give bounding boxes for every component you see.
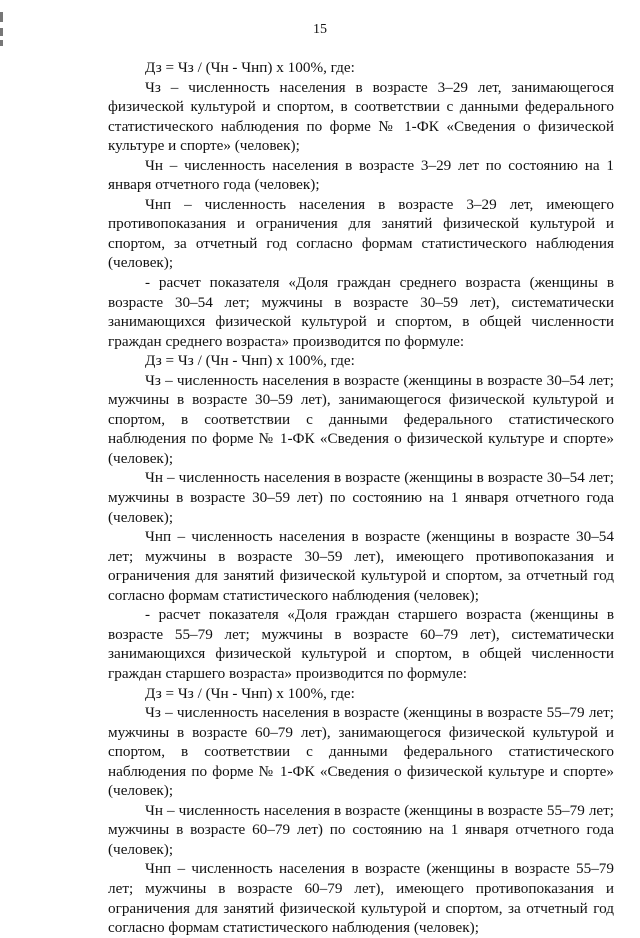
calculation-intro-paragraph: - расчет показателя «Доля граждан среднего возраста (женщины в возрасте 30–54 лет; мужчины в возрасте 30–59 лет), систематически занимающихся физической культурой и спортом, в общей численности граждан среднего возраста» производится по формуле:	[108, 274, 614, 350]
document-body	[108, 58, 614, 938]
definition-paragraph: Чнп – численность населения в возрасте (женщины в возрасте 55–79 лет; мужчины в возрасте 60–79 лет), имеющего противопоказания и ограничения для занятий физической культурой и спортом, за отчетный год согласно формам статистического наблюдения (человек);	[108, 860, 614, 937]
definition-paragraph: Чн – численность населения в возрасте (женщины в возрасте 55–79 лет; мужчины в возрасте 60–79 лет) по состоянию на 1 января отчетного года (человек);	[108, 801, 614, 858]
definition-paragraph: Чз – численность населения в возрасте (женщины в возрасте 55–79 лет; мужчины в возрасте 60–79 лет), занимающегося физической культурой и спортом, в соответствии с данными федерального статистического наблюдения по форме № 1-ФК «Сведения о физической культуре и спорте» (человек);	[108, 704, 614, 800]
formula-paragraph: Дз = Чз / (Чн - Чнп) х 100%, где:	[145, 59, 355, 76]
definition-paragraph: Чнп – численность населения в возрасте (женщины в возрасте 30–54 лет; мужчины в возрасте 30–59 лет), имеющего противопоказания и ограничения для занятий физической культурой и спортом, за отчетный год согласно формам статистического наблюдения (человек);	[108, 528, 614, 604]
definition-paragraph: Чн – численность населения в возрасте (женщины в возрасте 30–54 лет; мужчины в возрасте 30–59 лет) по состоянию на 1 января отчетного года (человек);	[108, 469, 614, 526]
definition-paragraph: Чз – численность населения в возрасте (женщины в возрасте 30–54 лет; мужчины в возрасте 30–59 лет), занимающегося физической культурой и спортом, в соответствии с данными федерального статистического наблюдения по форме № 1-ФК «Сведения о физической культуре и спорте» (человек);	[108, 371, 614, 467]
definition-paragraph: Чз – численность населения в возрасте 3–29 лет, занимающегося физической культурой и спортом, в соответствии с данными федерального статистического наблюдения по форме № 1-ФК «Сведения о физической культуре и спорте» (человек);	[108, 78, 614, 155]
formula-paragraph: Дз = Чз / (Чн - Чнп) х 100%, где:	[145, 684, 355, 702]
scan-edge-mark	[0, 12, 3, 22]
definition-paragraph: Чнп – численность населения в возрасте 3–29 лет, имеющего противопоказания и ограничения для занятий физической культурой и спортом, за отчетный год согласно формам статистического наблюдения (человек);	[108, 195, 614, 272]
calculation-intro-paragraph: - расчет показателя «Доля граждан старшего возраста (женщины в возрасте 55–79 лет; мужчины в возрасте 60–79 лет), систематически занимающихся физической культурой и спортом, в общей численности граждан старшего возраста» производится по формуле:	[108, 606, 614, 682]
page-number: 15	[313, 22, 327, 37]
definition-paragraph: Чн – численность населения в возрасте 3–29 лет по состоянию на 1 января отчетного года (человек);	[108, 156, 614, 194]
formula-paragraph: Дз = Чз / (Чн - Чнп) х 100%, где:	[145, 352, 355, 370]
scan-edge-mark	[0, 40, 3, 46]
